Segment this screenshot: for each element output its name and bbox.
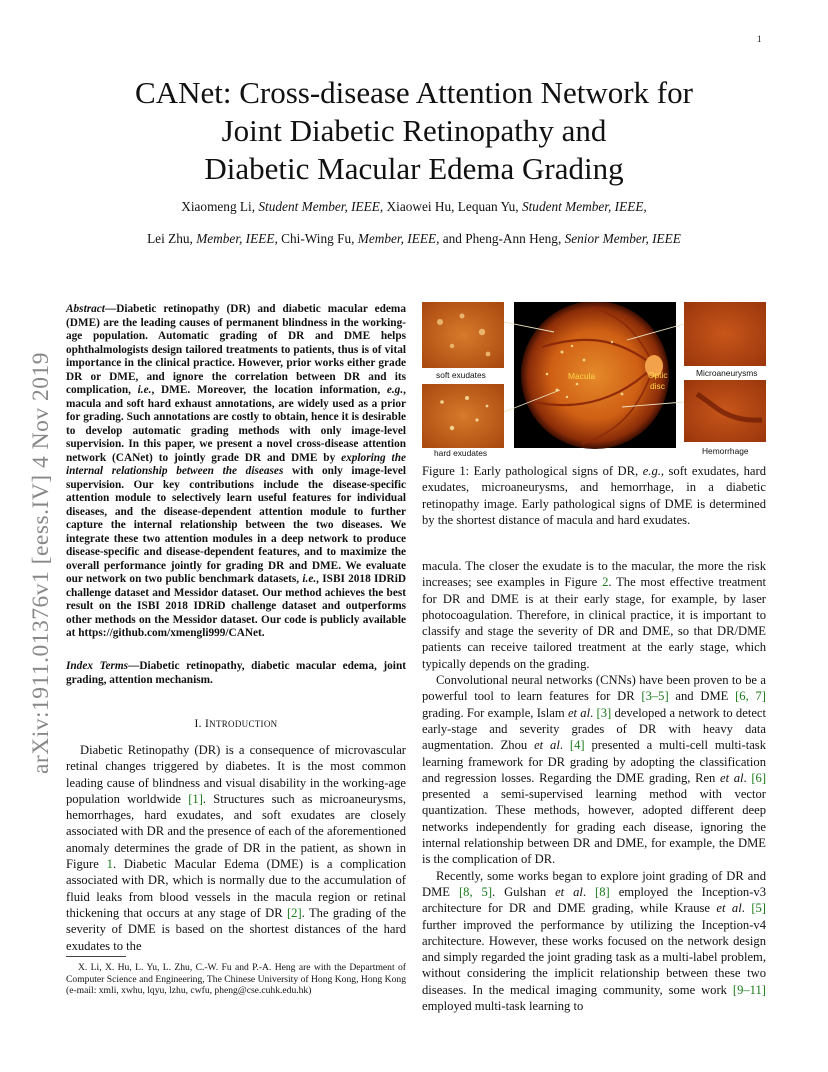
abstract-text: e.g. (386, 384, 404, 396)
body-text: . (582, 884, 596, 899)
abstract-text: , DME. Moreover, the location information, (151, 384, 387, 396)
fundus-image (521, 302, 669, 449)
citation-link[interactable]: [8] (595, 884, 610, 899)
body-text: et al (534, 738, 560, 753)
citation-link[interactable]: [6] (751, 770, 767, 785)
title-line-2: Joint Diabetic Retinopathy and (221, 113, 607, 148)
index-terms-label: Index Terms (66, 660, 129, 672)
paragraph (422, 558, 766, 672)
body-text: employed the Inception-v3 architecture for DR and DME grading, while Krause (422, 884, 767, 916)
section-title: I (205, 718, 210, 730)
abstract-text: , macula and soft hard exhaust annotations, are widely used as a prior for grading. Such annotations are costly to obtain, hence it is desirable to develop automatic grading methods with only image-level supervision. In this paper, we present a novel cross-disease attention network (CANet) to jointly grade DR and DME by (66, 384, 406, 464)
abstract-label: Abstract (66, 303, 105, 315)
label-macula: Macula (568, 371, 595, 381)
abstract-text: exploring the internal relationship between the diseases (66, 451, 406, 477)
caption-text: e.g. (642, 464, 661, 478)
author-names: Xiaowei Hu, Lequan Yu, (383, 199, 522, 214)
body-text: . Gulshan (492, 884, 556, 899)
caption-text: , soft exudates, hard exudates, microaneurysms, and hemorrhage, in a diabetic retinopathy image. Early pathological signs of DME is determined by the shortest distance of macula and hard exudates. (422, 464, 767, 527)
author-membership: Senior Member, IEEE (564, 231, 681, 246)
citation-link[interactable]: [5] (751, 901, 766, 916)
microaneurysms-patch (684, 302, 766, 366)
author-membership: Member, IEEE, (357, 231, 440, 246)
citation-link[interactable]: [9–11] (732, 982, 766, 997)
figure-link[interactable]: 2 (602, 575, 609, 590)
body-text: employed multi-task learning to (422, 999, 584, 1014)
body-text: Diabetic Retinopathy (DR) is a consequence of microvascular retinal changes triggered by diabetes. It is the most common leading cause of blindness and visual disability in the working-age population worldwide (66, 743, 406, 806)
label-hemorrhage: Hemorrhage (702, 446, 749, 456)
abstract-text: , ISBI 2018 IDRiD challenge dataset and Messidor dataset. Our method achieves the best result on the ISBI 2018 IDRiD challenge dataset and outperforms other methods on the Messidor dataset. Our code is publicly available at https://github.com/xmengli999/CANet. (66, 573, 406, 639)
abstract-text: i.e. (137, 384, 152, 396)
label-hard-exudates: hard exudates (434, 448, 488, 458)
abstract-text: —Diabetic retinopathy (DR) and diabetic macular edema (DME) are the leading causes of permanent blindness in the working-age population. Automatic grading of DR and DME helps ophthalmologists design tailored treatments to patients, thus is of vital importance in the clinical practice. However, prior works either grade DR or DME, and ignore the correlation between DR and its complication, (66, 303, 406, 396)
author-names: Chi-Wing Fu, (277, 231, 358, 246)
arxiv-id: arXiv:1911.01376v1 [eess.IV] 4 Nov 2019 (28, 352, 54, 774)
body-text: developed a network to detect early-stage and severity grades of DR with heavy data augmentation. Zhou (422, 705, 766, 753)
author-membership: Student Member, IEEE, (258, 199, 384, 214)
abstract-text: i.e. (302, 573, 317, 585)
body-text: . (741, 901, 752, 916)
body-text: Recently, some works began to explore joint grading of DR and DME (422, 868, 766, 899)
title-line-3: Diabetic Macular Edema Grading (204, 151, 624, 186)
title-line-1: CANet: Cross-disease Attention Network for (135, 75, 693, 110)
footnote: X. Li, X. Hu, L. Yu, L. Zhu, C.-W. Fu and P.-A. Heng are with the Department of Computer Science and Engineering, The Chinese University of Hong Kong, Hong Kong (e-mail: xmli, xwhu, lqyu, lzhu, cwfu, pheng@cse.cuhk.edu.hk) (66, 962, 406, 997)
body-text: . Structures such as microaneurysms, hemorrhages, hard exudates, and soft exudates are closely associated with DR and the presence of each of the aforementioned anomaly determines the grade of DR in the patient, as shown in Figure (66, 791, 406, 872)
body-text: and DME (668, 689, 736, 704)
authors-line-2 (40, 231, 788, 247)
index-terms (66, 660, 406, 687)
body-text: macula. The closer the exudate is to the macular, the more the risk increases; see examples in Figure (422, 559, 766, 590)
section-title: NTRODUCTION (209, 719, 278, 729)
figure-1-caption (422, 463, 766, 528)
body-text: Convolutional neural networks (CNNs) have been proven to be a powerful tool to learn features for DR (422, 673, 766, 704)
author-names: and Pheng-Ann Heng, (439, 231, 565, 246)
soft-exudates-patch (422, 302, 504, 368)
hard-exudates-patch (422, 384, 504, 448)
label-soft-exudates: soft exudates (436, 370, 486, 380)
paper-title (60, 74, 768, 188)
citation-link[interactable]: [8, 5] (458, 884, 493, 899)
citation-link[interactable]: [2] (286, 905, 302, 920)
body-text: further improved the performance by utilizing the Inception-v4 architecture. However, these works focused on the network design and simply regarded the joint grading task as a multi-label problem, without considering the implicit relationship between these two diseases. In the medical imaging community, some work (422, 917, 766, 997)
page-number: 1 (757, 34, 762, 44)
body-text: presented a multi-cell multi-task learning framework for DR grading by adopting the classification and regression losses. Regarding the DME grading, Ren (422, 738, 767, 785)
index-terms-text: —Diabetic retinopathy, diabetic macular edema, joint grading, attention mechanism. (66, 660, 406, 686)
citation-link[interactable]: [3] (596, 705, 612, 720)
footnote-rule (66, 956, 126, 957)
body-text: . The grading of the severity of DME is based on the shortest distances of the hard exudates to the (66, 905, 406, 953)
body-text: . (743, 770, 752, 785)
paragraph (422, 672, 766, 868)
right-column-text (422, 558, 766, 1014)
label-microaneurysms: Microaneurysms (696, 368, 758, 378)
author-names: Lei Zhu, (147, 231, 197, 246)
body-text: et al (555, 884, 583, 899)
citation-link[interactable]: [3–5] (641, 689, 669, 704)
citation-link[interactable]: [1] (188, 791, 203, 806)
authors-line-1 (40, 199, 788, 215)
body-text: grading. For example, Islam (422, 705, 568, 720)
figure-1-image (422, 302, 766, 458)
body-text: et al (716, 901, 742, 916)
abstract (66, 303, 406, 641)
label-disc: disc (650, 381, 665, 391)
section-heading (66, 718, 406, 730)
body-text: . (590, 705, 597, 720)
body-text: . The most effective treatment for DR and DME is at their early stage, for example, by laser photocoagulation. Therefore, in clinical practice, it is important to classify and stage the severity of DR and DME, so that DR/DME patients can receive tailored treatment at the early stage, which typically depends on the grading. (422, 575, 766, 671)
body-text: . Diabetic Macular Edema (DME) is a complication associated with DR, which is normally due to the accumulation of fluid leaks from blood vessels in the macula region or retinal thickening that occurs at any stage of DR (66, 857, 406, 920)
author-names: Xiaomeng Li, (181, 199, 259, 214)
arxiv-sidebar-stamp (8, 288, 54, 774)
body-text: et al (720, 770, 744, 785)
author-membership: Student Member, IEEE, (521, 199, 647, 214)
citation-link[interactable]: [4] (569, 738, 585, 753)
section-number: I. (194, 718, 206, 730)
author-membership: Member, IEEE, (196, 231, 278, 246)
abstract-text: with only image-level supervision. Our key contributions include the disease-specific attention module to selectively learn useful features for individual diseases, and the disease-dependent attention module to further capture the internal relationship between the two diseases. We integrate these two attention modules in a deep network to produce disease-specific and disease-dependent features, and to maximize the overall performance jointly for grading DR and DME. We evaluate our network on two public benchmark datasets, (66, 465, 406, 585)
label-optic: Optic (648, 370, 668, 380)
caption-text: Figure 1: Early pathological signs of DR, (422, 464, 643, 478)
figure-1 (422, 302, 766, 458)
body-text: presented a semi-supervised learning method with vector quantization. These methods, however, adopted different deep networks independently for grading each disease, ignoring the internal relationship between DR and DME, for example, the DME is the complication of DR. (422, 787, 766, 867)
intro-paragraph (66, 742, 406, 954)
body-text: . (559, 738, 570, 753)
paragraph (422, 868, 766, 1015)
figure-link[interactable]: 1 (106, 857, 113, 872)
body-text: et al (567, 705, 591, 720)
citation-link[interactable]: [6, 7] (735, 689, 766, 704)
